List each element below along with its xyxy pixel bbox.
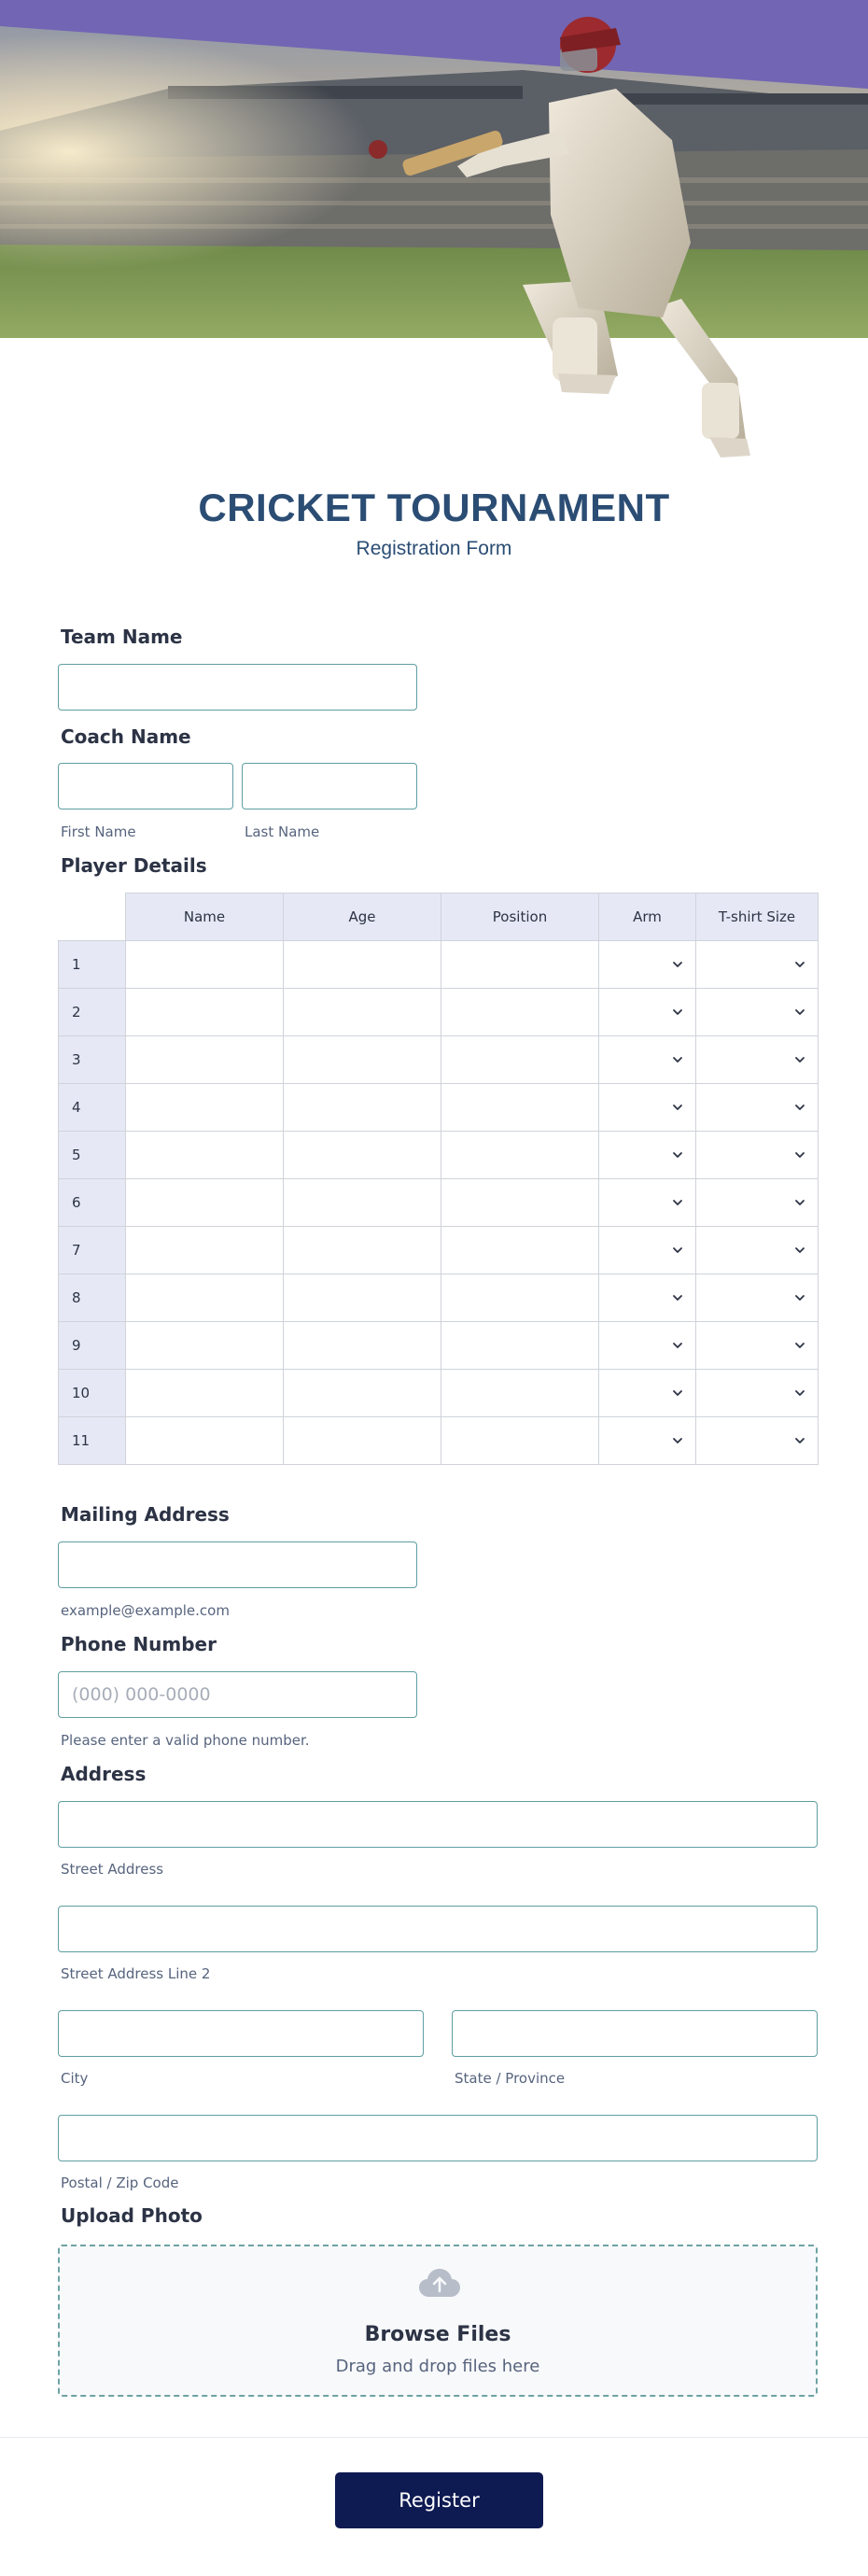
table-dropdown-cell[interactable]	[695, 1035, 819, 1084]
table-input-cell[interactable]	[283, 1131, 441, 1179]
table-dropdown-cell[interactable]	[695, 1321, 819, 1370]
chevron-down-icon	[793, 1434, 806, 1447]
player-details-label: Player Details	[61, 854, 207, 877]
street-address-input[interactable]	[59, 1802, 817, 1847]
table-input-cell[interactable]	[125, 1416, 284, 1465]
hero-banner	[0, 0, 868, 467]
table-input-cell[interactable]	[283, 1178, 441, 1227]
postal-code-sublabel: Postal / Zip Code	[61, 2175, 179, 2191]
chevron-down-icon	[793, 1291, 806, 1304]
team-name-input[interactable]	[59, 665, 416, 710]
chevron-down-icon	[793, 1101, 806, 1114]
table-input-cell[interactable]	[283, 1274, 441, 1322]
table-input-cell[interactable]	[283, 1035, 441, 1084]
table-row-number: 10	[58, 1369, 126, 1417]
mailing-address-sublabel: example@example.com	[61, 1602, 230, 1619]
table-dropdown-cell[interactable]	[598, 940, 696, 989]
chevron-down-icon	[671, 1053, 684, 1066]
table-dropdown-cell[interactable]	[598, 1274, 696, 1322]
mailing-address-field[interactable]	[58, 1541, 417, 1588]
table-dropdown-cell[interactable]	[695, 1131, 819, 1179]
city-sublabel: City	[61, 2070, 89, 2087]
form-header	[0, 486, 868, 560]
register-button[interactable]: Register	[335, 2472, 543, 2528]
table-input-cell[interactable]	[441, 1369, 599, 1417]
first-name-sublabel: First Name	[61, 823, 136, 840]
city-input[interactable]	[59, 2011, 423, 2056]
street-address-line2-sublabel: Street Address Line 2	[61, 1965, 211, 1982]
table-row-number: 9	[58, 1321, 126, 1370]
table-input-cell[interactable]	[283, 1083, 441, 1132]
table-input-cell[interactable]	[441, 940, 599, 989]
state-input[interactable]	[453, 2011, 817, 2056]
table-dropdown-cell[interactable]	[695, 1178, 819, 1227]
table-input-cell[interactable]	[283, 1369, 441, 1417]
table-dropdown-cell[interactable]	[598, 1321, 696, 1370]
table-column-header: Name	[125, 893, 284, 941]
table-input-cell[interactable]	[125, 1226, 284, 1274]
table-input-cell[interactable]	[125, 1369, 284, 1417]
chevron-down-icon	[671, 1244, 684, 1257]
chevron-down-icon	[671, 1339, 684, 1352]
cricket-banner-image	[0, 0, 868, 467]
table-dropdown-cell[interactable]	[695, 940, 819, 989]
table-input-cell[interactable]	[125, 940, 284, 989]
table-input-cell[interactable]	[125, 988, 284, 1036]
phone-number-sublabel: Please enter a valid phone number.	[61, 1732, 310, 1749]
table-column-header: T-shirt Size	[695, 893, 819, 941]
table-dropdown-cell[interactable]	[598, 1083, 696, 1132]
table-input-cell[interactable]	[283, 1416, 441, 1465]
browse-files-button[interactable]: Browse Files	[364, 2323, 511, 2346]
table-input-cell[interactable]	[125, 1131, 284, 1179]
table-dropdown-cell[interactable]	[598, 1131, 696, 1179]
street-address-line2-field[interactable]	[58, 1906, 818, 1952]
table-dropdown-cell[interactable]	[695, 1083, 819, 1132]
table-input-cell[interactable]	[125, 1274, 284, 1322]
mailing-address-input[interactable]	[59, 1542, 416, 1587]
coach-first-name-field[interactable]	[58, 763, 233, 809]
table-row-number: 5	[58, 1131, 126, 1179]
street-address-sublabel: Street Address	[61, 1861, 164, 1878]
table-dropdown-cell[interactable]	[598, 1416, 696, 1465]
table-dropdown-cell[interactable]	[695, 988, 819, 1036]
chevron-down-icon	[793, 1196, 806, 1209]
table-input-cell[interactable]	[283, 1226, 441, 1274]
table-row-number: 2	[58, 988, 126, 1036]
table-dropdown-cell[interactable]	[598, 1369, 696, 1417]
table-dropdown-cell[interactable]	[695, 1369, 819, 1417]
table-input-cell[interactable]	[125, 1083, 284, 1132]
table-column-header: Arm	[598, 893, 696, 941]
player-details-table	[58, 893, 818, 1462]
team-name-field[interactable]	[58, 664, 417, 711]
table-dropdown-cell[interactable]	[598, 1178, 696, 1227]
chevron-down-icon	[671, 958, 684, 971]
table-row-number: 8	[58, 1274, 126, 1322]
table-input-cell[interactable]	[441, 1131, 599, 1179]
state-field[interactable]	[452, 2010, 818, 2057]
upload-dropzone[interactable]	[58, 2245, 818, 2397]
table-input-cell[interactable]	[283, 1321, 441, 1370]
table-row-number: 3	[58, 1035, 126, 1084]
table-input-cell[interactable]	[441, 988, 599, 1036]
last-name-sublabel: Last Name	[245, 823, 320, 840]
chevron-down-icon	[793, 1006, 806, 1019]
table-dropdown-cell[interactable]	[695, 1274, 819, 1322]
chevron-down-icon	[671, 1291, 684, 1304]
table-dropdown-cell[interactable]	[598, 1035, 696, 1084]
chevron-down-icon	[793, 1339, 806, 1352]
table-input-cell[interactable]	[283, 940, 441, 989]
cloud-upload-icon	[418, 2267, 461, 2301]
chevron-down-icon	[793, 1148, 806, 1161]
table-dropdown-cell[interactable]	[598, 988, 696, 1036]
chevron-down-icon	[793, 958, 806, 971]
table-input-cell[interactable]	[441, 1274, 599, 1322]
table-input-cell[interactable]	[441, 1035, 599, 1084]
table-column-header: Position	[441, 893, 599, 941]
coach-last-name-input[interactable]	[243, 764, 416, 809]
address-label: Address	[61, 1763, 147, 1785]
table-dropdown-cell[interactable]	[695, 1416, 819, 1465]
form-subtitle: Registration Form	[356, 538, 512, 559]
table-row-number: 4	[58, 1083, 126, 1132]
coach-name-label: Coach Name	[61, 725, 191, 748]
postal-code-field[interactable]	[58, 2115, 818, 2161]
table-input-cell[interactable]	[441, 1083, 599, 1132]
drag-drop-hint: Drag and drop files here	[335, 2357, 540, 2376]
table-input-cell[interactable]	[441, 1416, 599, 1465]
team-name-label: Team Name	[61, 626, 183, 648]
table-dropdown-cell[interactable]	[695, 1226, 819, 1274]
chevron-down-icon	[793, 1387, 806, 1400]
table-row-number: 11	[58, 1416, 126, 1465]
table-input-cell[interactable]	[441, 1226, 599, 1274]
table-input-cell[interactable]	[125, 1321, 284, 1370]
chevron-down-icon	[793, 1053, 806, 1066]
chevron-down-icon	[793, 1244, 806, 1257]
city-field[interactable]	[58, 2010, 424, 2057]
street-address-field[interactable]	[58, 1801, 818, 1848]
street-address-line2-input[interactable]	[59, 1907, 817, 1951]
chevron-down-icon	[671, 1006, 684, 1019]
upload-photo-label: Upload Photo	[61, 2204, 203, 2227]
coach-last-name-field[interactable]	[242, 763, 417, 809]
table-dropdown-cell[interactable]	[598, 1226, 696, 1274]
state-sublabel: State / Province	[455, 2070, 566, 2087]
chevron-down-icon	[671, 1101, 684, 1114]
postal-code-input[interactable]	[59, 2116, 817, 2161]
table-input-cell[interactable]	[441, 1178, 599, 1227]
table-input-cell[interactable]	[283, 988, 441, 1036]
chevron-down-icon	[671, 1196, 684, 1209]
chevron-down-icon	[671, 1434, 684, 1447]
mailing-address-label: Mailing Address	[61, 1503, 230, 1526]
form-title: CRICKET TOURNAMENT	[198, 486, 670, 529]
phone-number-input[interactable]	[59, 1672, 416, 1717]
table-row-number: 1	[58, 940, 126, 989]
table-input-cell[interactable]	[125, 1035, 284, 1084]
table-row-number: 6	[58, 1178, 126, 1227]
table-input-cell[interactable]	[441, 1321, 599, 1370]
table-column-header: Age	[283, 893, 441, 941]
footer-divider	[0, 2437, 868, 2438]
table-row-number: 7	[58, 1226, 126, 1274]
phone-number-label: Phone Number	[61, 1633, 217, 1655]
chevron-down-icon	[671, 1148, 684, 1161]
coach-first-name-input[interactable]	[59, 764, 232, 809]
phone-number-field[interactable]	[58, 1671, 417, 1718]
chevron-down-icon	[671, 1387, 684, 1400]
table-input-cell[interactable]	[125, 1178, 284, 1227]
